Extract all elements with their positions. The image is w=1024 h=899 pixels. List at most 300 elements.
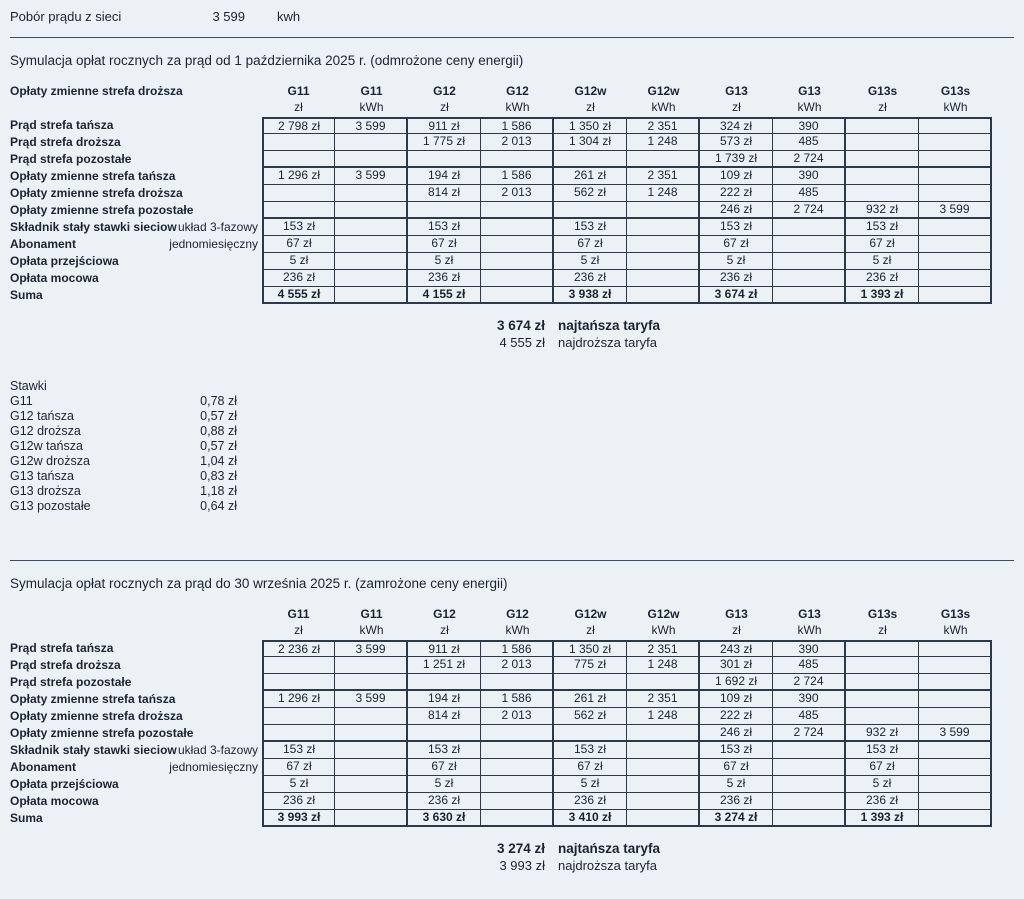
row-label-text: Opłata przejściowa bbox=[10, 777, 119, 791]
table-cell bbox=[262, 657, 335, 674]
table-cell: 236 zł bbox=[408, 793, 481, 810]
row-sublabel: jednomiesięczny bbox=[169, 237, 258, 251]
table-cell: 5 zł bbox=[554, 776, 627, 793]
table-cell: 67 zł bbox=[700, 236, 773, 253]
table-cell bbox=[627, 202, 700, 219]
rate-item bbox=[10, 469, 237, 484]
table-row bbox=[10, 270, 1014, 287]
column-unit: zł bbox=[732, 623, 741, 637]
most-expensive-tariff-value: 3 993 zł bbox=[499, 858, 545, 873]
most-expensive-tariff-line bbox=[10, 335, 1014, 352]
table-cell: 1 251 zł bbox=[408, 657, 481, 674]
row-label bbox=[10, 219, 262, 236]
table-cell bbox=[335, 742, 408, 759]
table-row bbox=[10, 236, 1014, 253]
table-cell bbox=[554, 202, 627, 219]
table-cell: 2 351 bbox=[627, 640, 700, 657]
table-cell: 1 248 bbox=[627, 134, 700, 151]
table-cell bbox=[919, 708, 992, 725]
table-cell: 3 630 zł bbox=[408, 810, 481, 827]
table-cell bbox=[919, 657, 992, 674]
table-cell: 4 155 zł bbox=[408, 287, 481, 304]
table-cell: 67 zł bbox=[700, 759, 773, 776]
table-row bbox=[10, 742, 1014, 759]
table-cell: 261 zł bbox=[554, 168, 627, 185]
row-label bbox=[10, 117, 262, 134]
table-cell bbox=[627, 674, 700, 691]
row-label bbox=[10, 287, 262, 304]
cheapest-tariff-label: najtańsza taryfa bbox=[558, 841, 661, 856]
column-units-row bbox=[262, 623, 1014, 639]
table-row bbox=[10, 725, 1014, 742]
table-row bbox=[10, 287, 1014, 304]
table-cell bbox=[627, 151, 700, 168]
row-label-text: Opłaty zmienne strefa droższa bbox=[10, 709, 183, 723]
table-cell bbox=[627, 759, 700, 776]
table-row bbox=[10, 759, 1014, 776]
power-consumption-row bbox=[10, 0, 1014, 24]
table-cell: 3 599 bbox=[919, 725, 992, 742]
table-cell: 2 724 bbox=[773, 202, 846, 219]
most-expensive-tariff-line bbox=[10, 858, 1014, 875]
table-header bbox=[10, 607, 1014, 639]
table-cell: 324 zł bbox=[700, 117, 773, 134]
rate-item bbox=[10, 484, 237, 499]
table-cell: 1 393 zł bbox=[846, 810, 919, 827]
rate-item bbox=[10, 409, 237, 424]
table-cell bbox=[481, 253, 554, 270]
rate-label: G12w tańsza bbox=[10, 439, 83, 453]
row-sublabel: jednomiesięczny bbox=[169, 760, 258, 774]
most-expensive-tariff-label: najdroższa taryfa bbox=[558, 858, 657, 873]
table-cell: 1 248 bbox=[627, 185, 700, 202]
table-cell bbox=[846, 185, 919, 202]
table-cell bbox=[335, 151, 408, 168]
column-header: G13 bbox=[798, 607, 821, 621]
table-cell: 485 bbox=[773, 708, 846, 725]
tariff-table-body bbox=[10, 640, 1014, 827]
column-unit: kWh bbox=[797, 623, 822, 637]
table-cell: 3 599 bbox=[335, 168, 408, 185]
column-header: G12w bbox=[647, 607, 680, 621]
table-cell: 2 013 bbox=[481, 134, 554, 151]
table-cell bbox=[481, 674, 554, 691]
summary-block bbox=[10, 841, 1014, 875]
table-cell: 5 zł bbox=[408, 253, 481, 270]
row-label-text: Opłaty zmienne strefa tańsza bbox=[10, 692, 176, 706]
rate-label: G11 bbox=[10, 394, 33, 408]
column-unit: zł bbox=[732, 100, 741, 114]
table-cell: 390 bbox=[773, 117, 846, 134]
table-cell bbox=[335, 253, 408, 270]
table-cell: 485 bbox=[773, 657, 846, 674]
column-header: G11 bbox=[287, 84, 310, 98]
rate-value: 0,88 zł bbox=[200, 424, 237, 438]
table-cell: 2 724 bbox=[773, 725, 846, 742]
table-cell: 485 bbox=[773, 185, 846, 202]
table-cell: 5 zł bbox=[262, 776, 335, 793]
table-cell: 2 351 bbox=[627, 117, 700, 134]
row-sublabel: układ 3-fazowy bbox=[177, 743, 258, 757]
table-cell: 3 599 bbox=[335, 640, 408, 657]
table-cell bbox=[481, 236, 554, 253]
table-cell bbox=[919, 810, 992, 827]
table-cell bbox=[919, 117, 992, 134]
table-cell: 236 zł bbox=[700, 793, 773, 810]
column-unit: kWh bbox=[651, 623, 676, 637]
rate-label: G12 droższa bbox=[10, 424, 81, 438]
table-cell: 67 zł bbox=[554, 236, 627, 253]
table-cell bbox=[919, 793, 992, 810]
table-cell bbox=[335, 810, 408, 827]
column-unit: kWh bbox=[359, 100, 384, 114]
rate-item bbox=[10, 499, 237, 514]
column-header: G11 bbox=[360, 607, 383, 621]
rate-label: G12w droższa bbox=[10, 454, 90, 468]
row-label-text: Abonament bbox=[10, 237, 76, 251]
table-cell bbox=[481, 725, 554, 742]
table-cell: 236 zł bbox=[262, 793, 335, 810]
cheapest-tariff-value: 3 274 zł bbox=[496, 841, 545, 856]
column-header: G12 bbox=[506, 84, 529, 98]
row-label bbox=[10, 759, 262, 776]
table-cell: 1 739 zł bbox=[700, 151, 773, 168]
table-cell: 911 zł bbox=[408, 640, 481, 657]
column-unit: kWh bbox=[359, 623, 384, 637]
column-header: G12w bbox=[574, 84, 607, 98]
table-cell bbox=[773, 236, 846, 253]
table-cell: 775 zł bbox=[554, 657, 627, 674]
table-cell: 2 013 bbox=[481, 185, 554, 202]
table-row bbox=[10, 117, 1014, 134]
table-cell: 1 586 bbox=[481, 117, 554, 134]
table-cell bbox=[481, 219, 554, 236]
table-cell: 2 351 bbox=[627, 168, 700, 185]
table-cell bbox=[481, 151, 554, 168]
table-row bbox=[10, 168, 1014, 185]
table-cell: 109 zł bbox=[700, 168, 773, 185]
tariff-table-body bbox=[10, 117, 1014, 304]
table-cell bbox=[554, 151, 627, 168]
table-cell bbox=[408, 674, 481, 691]
table-cell bbox=[773, 810, 846, 827]
table-cell bbox=[627, 287, 700, 304]
rate-item bbox=[10, 424, 237, 439]
column-header: G12 bbox=[506, 607, 529, 621]
table-cell bbox=[627, 253, 700, 270]
table-cell bbox=[773, 270, 846, 287]
table-cell: 814 zł bbox=[408, 708, 481, 725]
table-cell bbox=[481, 202, 554, 219]
table-cell bbox=[773, 219, 846, 236]
column-unit: kWh bbox=[943, 100, 968, 114]
power-consumption-unit: kwh bbox=[277, 9, 301, 24]
table-cell bbox=[335, 657, 408, 674]
table-cell bbox=[627, 270, 700, 287]
table-cell bbox=[846, 657, 919, 674]
table-cell: 222 zł bbox=[700, 185, 773, 202]
table-cell bbox=[846, 640, 919, 657]
table-cell: 236 zł bbox=[262, 270, 335, 287]
cheapest-tariff-line bbox=[10, 841, 1014, 858]
table-cell: 1 586 bbox=[481, 691, 554, 708]
rate-label: G13 tańsza bbox=[10, 469, 74, 483]
table-cell: 67 zł bbox=[554, 759, 627, 776]
table-cell bbox=[335, 776, 408, 793]
row-label bbox=[10, 185, 262, 202]
table-cell bbox=[919, 674, 992, 691]
table-cell bbox=[262, 674, 335, 691]
table-row bbox=[10, 185, 1014, 202]
row-sublabel: układ 3-fazowy bbox=[177, 220, 258, 234]
section-divider bbox=[10, 560, 1014, 561]
column-header: G13s bbox=[940, 84, 971, 98]
row-label bbox=[10, 776, 262, 793]
table-cell bbox=[408, 725, 481, 742]
table-cell: 2 013 bbox=[481, 708, 554, 725]
tariff-table-wrap bbox=[10, 84, 1014, 304]
table-cell bbox=[481, 759, 554, 776]
table-cell bbox=[335, 185, 408, 202]
table-cell bbox=[919, 287, 992, 304]
column-header: G13 bbox=[798, 84, 821, 98]
table-cell: 2 236 zł bbox=[262, 640, 335, 657]
column-header: G12w bbox=[574, 607, 607, 621]
row-label bbox=[10, 168, 262, 185]
table-row bbox=[10, 219, 1014, 236]
table-cell: 3 410 zł bbox=[554, 810, 627, 827]
table-cell: 153 zł bbox=[408, 219, 481, 236]
table-row bbox=[10, 253, 1014, 270]
column-header: G13s bbox=[867, 607, 898, 621]
table-cell: 2 351 bbox=[627, 691, 700, 708]
table-cell: 261 zł bbox=[554, 691, 627, 708]
table-cell bbox=[481, 287, 554, 304]
header-row-label: Opłaty zmienne strefa droższa bbox=[10, 84, 183, 98]
table-cell bbox=[554, 674, 627, 691]
row-label-text: Suma bbox=[10, 811, 43, 825]
table-cell: 5 zł bbox=[700, 776, 773, 793]
row-label bbox=[10, 202, 262, 219]
column-unit: zł bbox=[586, 100, 595, 114]
section-heading: Symulacja opłat rocznych za prąd do 30 września 2025 r. (zamrożone ceny energii) bbox=[10, 576, 508, 591]
table-cell bbox=[773, 776, 846, 793]
column-unit: zł bbox=[440, 623, 449, 637]
rate-label: G12 tańsza bbox=[10, 409, 74, 423]
row-label bbox=[10, 810, 262, 827]
cheapest-tariff-label: najtańsza taryfa bbox=[558, 318, 661, 333]
row-label-text: Składnik stały stawki sieciow bbox=[10, 743, 177, 757]
table-cell bbox=[846, 691, 919, 708]
table-cell bbox=[262, 151, 335, 168]
table-cell bbox=[335, 759, 408, 776]
row-label-text: Prąd strefa droższa bbox=[10, 135, 121, 149]
table-cell: 3 993 zł bbox=[262, 810, 335, 827]
table-cell bbox=[335, 270, 408, 287]
row-label-text: Opłata przejściowa bbox=[10, 254, 119, 268]
table-cell: 194 zł bbox=[408, 691, 481, 708]
rates-title: Stawki bbox=[10, 379, 47, 393]
section-unfrozen-prices bbox=[10, 53, 1014, 352]
table-cell: 153 zł bbox=[262, 219, 335, 236]
column-unit: kWh bbox=[505, 100, 530, 114]
row-label bbox=[10, 674, 262, 691]
column-header: G12 bbox=[433, 607, 456, 621]
table-cell: 1 248 bbox=[627, 708, 700, 725]
power-consumption-value: 3 599 bbox=[212, 9, 245, 24]
table-cell bbox=[773, 793, 846, 810]
power-consumption-label: Pobór prądu z sieci bbox=[10, 9, 122, 24]
table-cell bbox=[262, 708, 335, 725]
row-label bbox=[10, 134, 262, 151]
table-cell bbox=[627, 742, 700, 759]
rate-item bbox=[10, 454, 237, 469]
table-cell bbox=[262, 134, 335, 151]
table-cell: 153 zł bbox=[554, 742, 627, 759]
rate-item bbox=[10, 394, 237, 409]
table-cell: 5 zł bbox=[846, 253, 919, 270]
row-label bbox=[10, 253, 262, 270]
table-cell bbox=[627, 236, 700, 253]
table-cell: 932 zł bbox=[846, 725, 919, 742]
table-cell: 4 555 zł bbox=[262, 287, 335, 304]
column-unit: zł bbox=[878, 100, 887, 114]
table-cell: 3 674 zł bbox=[700, 287, 773, 304]
row-label-text: Składnik stały stawki sieciow bbox=[10, 220, 177, 234]
table-cell: 236 zł bbox=[700, 270, 773, 287]
most-expensive-tariff-label: najdroższa taryfa bbox=[558, 335, 657, 350]
table-cell: 1 296 zł bbox=[262, 691, 335, 708]
row-label bbox=[10, 793, 262, 810]
table-cell: 153 zł bbox=[408, 742, 481, 759]
table-cell bbox=[846, 134, 919, 151]
table-cell: 246 zł bbox=[700, 202, 773, 219]
table-cell: 562 zł bbox=[554, 185, 627, 202]
row-label bbox=[10, 236, 262, 253]
table-cell bbox=[335, 674, 408, 691]
table-cell: 1 393 zł bbox=[846, 287, 919, 304]
table-cell bbox=[919, 691, 992, 708]
table-cell bbox=[919, 185, 992, 202]
column-header: G13s bbox=[940, 607, 971, 621]
table-cell bbox=[335, 287, 408, 304]
table-cell: 153 zł bbox=[700, 219, 773, 236]
rate-label: G13 pozostałe bbox=[10, 499, 91, 513]
section-heading: Symulacja opłat rocznych za prąd od 1 października 2025 r. (odmrożone ceny energii) bbox=[10, 53, 524, 68]
table-row bbox=[10, 151, 1014, 168]
table-cell bbox=[919, 168, 992, 185]
table-cell: 67 zł bbox=[846, 236, 919, 253]
table-cell: 573 zł bbox=[700, 134, 773, 151]
most-expensive-tariff-value: 4 555 zł bbox=[499, 335, 545, 350]
section-divider bbox=[10, 37, 1014, 38]
table-cell bbox=[919, 742, 992, 759]
table-cell bbox=[846, 168, 919, 185]
rates-block bbox=[10, 379, 1014, 514]
column-unit: kWh bbox=[943, 623, 968, 637]
table-cell bbox=[919, 270, 992, 287]
table-cell: 932 zł bbox=[846, 202, 919, 219]
table-cell bbox=[627, 776, 700, 793]
table-cell: 153 zł bbox=[846, 742, 919, 759]
table-cell: 2 798 zł bbox=[262, 117, 335, 134]
table-cell: 236 zł bbox=[846, 793, 919, 810]
table-cell: 246 zł bbox=[700, 725, 773, 742]
rate-value: 1,18 zł bbox=[200, 484, 237, 498]
row-label-text: Opłaty zmienne strefa droższa bbox=[10, 186, 183, 200]
table-cell: 1 350 zł bbox=[554, 117, 627, 134]
table-row bbox=[10, 810, 1014, 827]
table-cell bbox=[919, 640, 992, 657]
column-unit: kWh bbox=[651, 100, 676, 114]
table-cell: 243 zł bbox=[700, 640, 773, 657]
row-label-text: Prąd strefa droższa bbox=[10, 658, 121, 672]
table-row bbox=[10, 776, 1014, 793]
table-cell bbox=[919, 236, 992, 253]
table-cell bbox=[335, 793, 408, 810]
column-names-row bbox=[262, 84, 1014, 100]
table-cell: 1 304 zł bbox=[554, 134, 627, 151]
row-label bbox=[10, 640, 262, 657]
row-label-text: Suma bbox=[10, 288, 43, 302]
column-unit: zł bbox=[586, 623, 595, 637]
row-label-text: Opłata mocowa bbox=[10, 271, 99, 285]
table-row bbox=[10, 674, 1014, 691]
column-names-row bbox=[262, 607, 1014, 623]
column-unit: zł bbox=[294, 100, 303, 114]
table-cell: 153 zł bbox=[554, 219, 627, 236]
column-header: G11 bbox=[287, 607, 310, 621]
cheapest-tariff-value: 3 674 zł bbox=[496, 318, 545, 333]
column-header: G12w bbox=[647, 84, 680, 98]
table-cell: 5 zł bbox=[262, 253, 335, 270]
table-cell: 814 zł bbox=[408, 185, 481, 202]
rate-value: 0,64 zł bbox=[200, 499, 237, 513]
column-header: G13 bbox=[725, 84, 748, 98]
summary-block bbox=[10, 318, 1014, 352]
table-cell: 5 zł bbox=[554, 253, 627, 270]
table-cell bbox=[335, 236, 408, 253]
table-cell: 236 zł bbox=[408, 270, 481, 287]
rates-list bbox=[10, 394, 1014, 514]
table-cell: 1 692 zł bbox=[700, 674, 773, 691]
row-label-text: Opłaty zmienne strefa pozostałe bbox=[10, 203, 194, 217]
column-header: G13s bbox=[867, 84, 898, 98]
rate-value: 0,57 zł bbox=[200, 409, 237, 423]
table-row bbox=[10, 202, 1014, 219]
table-cell: 194 zł bbox=[408, 168, 481, 185]
table-cell bbox=[408, 151, 481, 168]
table-cell bbox=[919, 219, 992, 236]
table-cell: 236 zł bbox=[846, 270, 919, 287]
row-label-text: Prąd strefa tańsza bbox=[10, 641, 114, 655]
table-cell bbox=[335, 708, 408, 725]
table-cell: 67 zł bbox=[408, 236, 481, 253]
table-cell bbox=[919, 776, 992, 793]
table-cell: 67 zł bbox=[408, 759, 481, 776]
table-cell bbox=[627, 793, 700, 810]
table-cell bbox=[773, 759, 846, 776]
table-cell bbox=[262, 202, 335, 219]
column-units-row bbox=[262, 100, 1014, 116]
table-cell bbox=[919, 253, 992, 270]
table-cell: 2 724 bbox=[773, 151, 846, 168]
table-cell: 1 296 zł bbox=[262, 168, 335, 185]
table-cell: 2 724 bbox=[773, 674, 846, 691]
table-cell: 222 zł bbox=[700, 708, 773, 725]
column-header: G12 bbox=[433, 84, 456, 98]
row-label bbox=[10, 708, 262, 725]
